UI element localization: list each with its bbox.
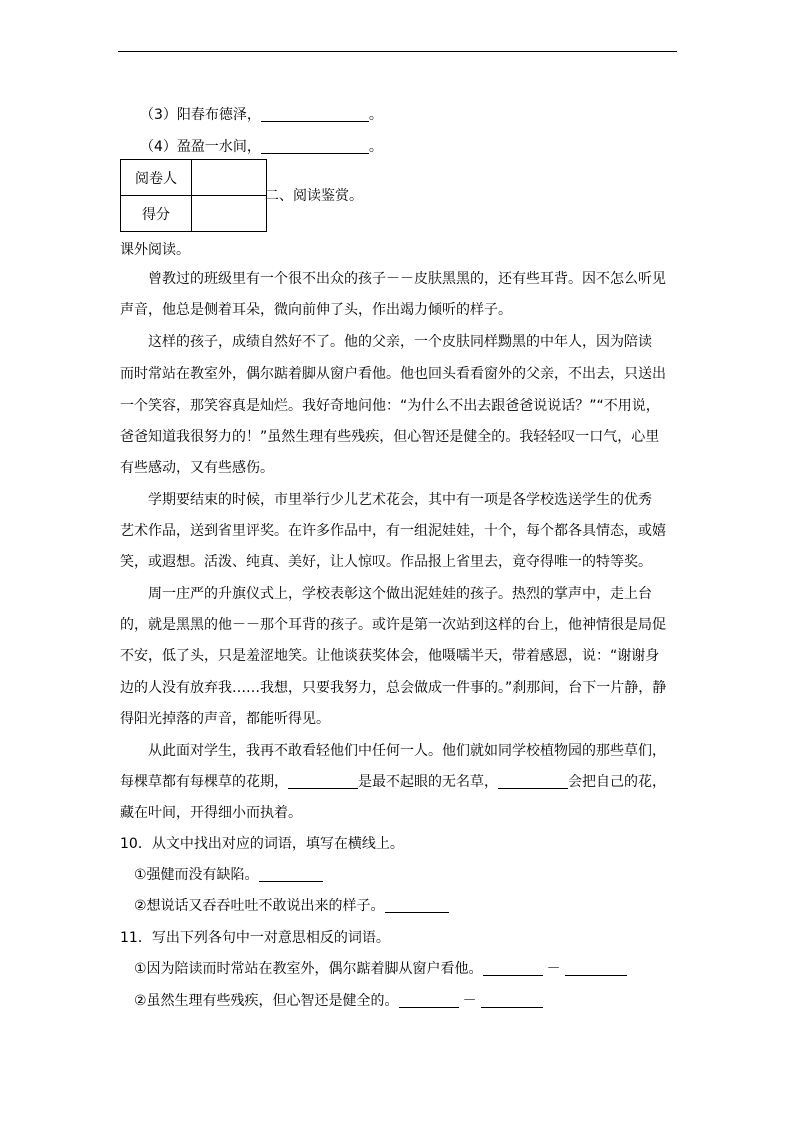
section-title: 二、阅读鉴赏。 <box>265 188 363 204</box>
answer-blank[interactable] <box>259 865 323 882</box>
passage-line: 而时常站在教室外，偶尔踮着脚从窗户看他。他也回头看看窗外的父亲，不出去，只送出 <box>120 366 666 382</box>
fill-item-4-end: 。 <box>368 139 383 155</box>
question-10: 10．从文中找出对应的词语，填写在横线上。 <box>120 836 404 852</box>
passage-line: 从此面对学生，我再不敢看轻他们中任何一人。他们就如同学校植物园的那些草们， <box>148 743 666 759</box>
answer-blank[interactable] <box>483 959 543 976</box>
reviewer-cell[interactable] <box>192 160 267 196</box>
answer-blank[interactable] <box>261 105 369 122</box>
answer-blank[interactable] <box>288 772 358 789</box>
passage-segment: 每棵草都有每棵草的花期， <box>120 774 288 790</box>
passage-segment: 是最不起眼的无名草， <box>358 774 498 790</box>
reviewer-label: 阅卷人 <box>121 160 192 196</box>
fill-item-3-text: （3）阳春布德泽， <box>140 107 261 123</box>
answer-blank[interactable] <box>565 959 627 976</box>
fill-item-4-text: （4）盈盈一水间， <box>140 139 261 155</box>
question-10-item-2 <box>134 895 449 915</box>
answer-blank[interactable] <box>385 896 449 913</box>
question-10-item-1 <box>134 864 323 884</box>
passage-line: 藏在叶间，开得细小而执着。 <box>120 805 302 821</box>
question-11: 11．写出下列各句中一对意思相反的词语。 <box>120 930 390 946</box>
passage-line: 有些感动，又有些感伤。 <box>120 460 274 476</box>
answer-blank[interactable] <box>481 991 543 1008</box>
dash: － <box>546 961 561 977</box>
passage-line: 周一庄严的升旗仪式上，学校表彰这个做出泥娃娃的孩子。热烈的掌声中，走上台 <box>148 586 652 602</box>
passage-line: 得阳光掉落的声音，都能听得见。 <box>120 711 330 727</box>
question-11-item-2 <box>134 990 543 1010</box>
passage-line: 一个笑容，那笑容真是灿烂。我好奇地问他：“为什么不出去跟爸爸说说话？”“不用说， <box>120 398 660 414</box>
fill-item-4 <box>140 136 383 156</box>
question-text: ②虽然生理有些残疾，但心智还是健全的。 <box>134 993 399 1009</box>
fill-item-3 <box>140 104 383 124</box>
question-text: ①强健而没有缺陷。 <box>134 867 259 883</box>
passage-line: 学期要结束的时候，市里举行少儿艺术花会，其中有一项是各学校选送学生的优秀 <box>148 492 652 508</box>
passage-line: 的，就是黑黑的他－－那个耳背的孩子。或许是第一次站到这样的台上，他神情很是局促 <box>120 617 666 633</box>
score-label: 得分 <box>121 196 192 232</box>
passage-line: 边的人没有放弃我……我想，只要我努力，总会做成一件事的。”刹那间，台下一片静，静 <box>120 680 667 696</box>
score-table <box>120 159 267 232</box>
passage-line: 爸爸知道我很努力的！”虽然生理有些残疾，但心智还是健全的。我轻轻叹一口气，心里 <box>120 429 660 445</box>
score-cell[interactable] <box>192 196 267 232</box>
question-11-item-1 <box>134 958 627 978</box>
passage-line: 笑，或遐想。活泼、纯真、美好，让人惊叹。作品报上省里去，竟夺得唯一的特等奖。 <box>120 554 652 570</box>
passage-line: 这样的孩子，成绩自然好不了。他的父亲，一个皮肤同样黝黑的中年人，因为陪读 <box>148 334 652 350</box>
answer-blank[interactable] <box>399 991 459 1008</box>
answer-blank[interactable] <box>261 137 369 154</box>
dash: － <box>462 993 477 1009</box>
sub-title: 课外阅读。 <box>120 242 190 258</box>
answer-blank[interactable] <box>498 772 568 789</box>
question-text: ①因为陪读而时常站在教室外，偶尔踮着脚从窗户看他。 <box>134 961 483 977</box>
passage-line <box>120 771 666 791</box>
passage-line: 不安，低了头，只是羞涩地笑。让他谈获奖体会，他嗫嚅半天，带着感恩，说：“谢谢身 <box>120 648 660 664</box>
fill-item-3-end: 。 <box>368 107 383 123</box>
question-text: ②想说话又吞吞吐吐不敢说出来的样子。 <box>134 898 385 914</box>
passage-line: 艺术作品，送到省里评奖。在许多作品中，有一组泥娃娃，十个，每个都各具情态，或嬉 <box>120 523 666 539</box>
passage-segment: 会把自己的花， <box>568 774 666 790</box>
passage-line: 曾教过的班级里有一个很不出众的孩子－－皮肤黑黑的，还有些耳背。因不怎么听见 <box>148 271 666 287</box>
passage-line: 声音，他总是侧着耳朵，微向前伸了头，作出竭力倾听的样子。 <box>120 302 512 318</box>
header-rule <box>118 51 677 52</box>
